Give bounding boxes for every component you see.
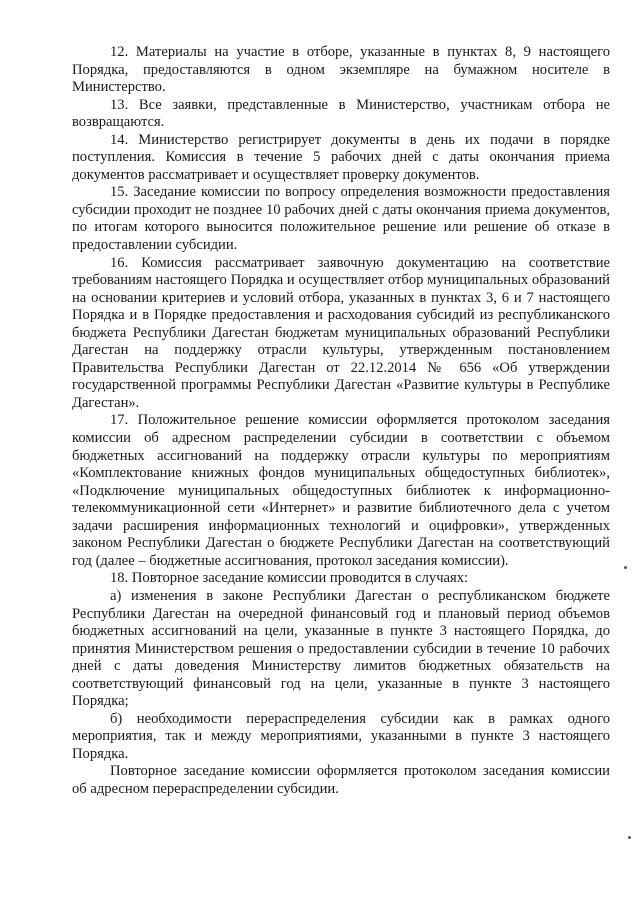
scan-speck xyxy=(628,836,631,839)
paragraph-15: 15. Заседание комиссии по вопросу определения возможности предоставления субсидии проходит не позднее 10 рабочих дней с даты окончания приема документов, по итогам которого выносится положительное решение или решение об отказе в предоставлении субсидии. xyxy=(72,184,610,254)
paragraph-final: Повторное заседание комиссии оформляется протоколом заседания комиссии об адресном перераспределении субсидии. xyxy=(72,763,610,797)
paragraph-14: 14. Министерство регистрирует документы в день их подачи в порядке поступления. Комиссия в течение 5 рабочих дней с даты окончания приема документов рассматривает и осуществляет проверку документов. xyxy=(72,131,610,183)
paragraph-16: 16. Комиссия рассматривает заявочную документацию на соответствие требованиям настоящего Порядка и осуществляет отбор муниципальных образований на основании критериев и условий отбора, указанных в пунктах 3, 6 и 7 настоящего Порядка и в Порядке предоставления и расходования субсидий из республиканского бюджета Республики Дагестан бюджетам муниципальных образований Республики Дагестан на поддержку отрасли культуры, утвержденным постановлением Правительства Республики Дагестан от 22.12.2014 № 656 «Об утверждении государственной программы Республики Дагестан «Развитие культуры в Республике Дагестан». xyxy=(72,254,610,411)
scan-speck xyxy=(624,566,627,569)
paragraph-17: 17. Положительное решение комиссии оформляется протоколом заседания комиссии об адресном распределении субсидии в соответствии с объемом бюджетных ассигнований на поддержку отрасли культуры по мероприятиям «Комплектование книжных фондов муниципальных общедоступных библиотек», «Подключение муниципальных общедоступных библиотек к информационно-телекоммуникационной сети «Интернет» и развитие библиотечного дела с учетом задачи расширения информационных технологий и оцифровки», утвержденных законом Республики Дагестан о бюджете Республики Дагестан на соответствующий год (далее – бюджетные ассигнования, протокол заседания комиссии). xyxy=(72,412,610,569)
paragraph-13: 13. Все заявки, представленные в Министерство, участникам отбора не возвращаются. xyxy=(72,96,610,131)
paragraph-18a: а) изменения в законе Республики Дагестан о республиканском бюджете Республики Дагестан на очередной финансовый год и плановый период объемов бюджетных ассигнований на цели, указанные в пункте 3 настоящего Порядка, до принятия Министерством решения о предоставлении субсидии в течение 10 рабочих дней с даты доведения Министерству лимитов бюджетных обязательств на соответствующий финансовый год на цели, указанные в пункте 3 настоящего Порядка; xyxy=(72,587,610,710)
paragraph-12: 12. Материалы на участие в отборе, указанные в пунктах 8, 9 настоящего Порядка, предоставляются в одном экземпляре на бумажном носителе в Министерство. xyxy=(72,44,610,96)
paragraph-18: 18. Повторное заседание комиссии проводится в случаях: xyxy=(110,570,469,587)
paragraph-18b: б) необходимости перераспределения субсидии как в рамках одного мероприятия, так и между мероприятиями, указанными в пункте 3 настоящего Порядка. xyxy=(72,710,610,762)
